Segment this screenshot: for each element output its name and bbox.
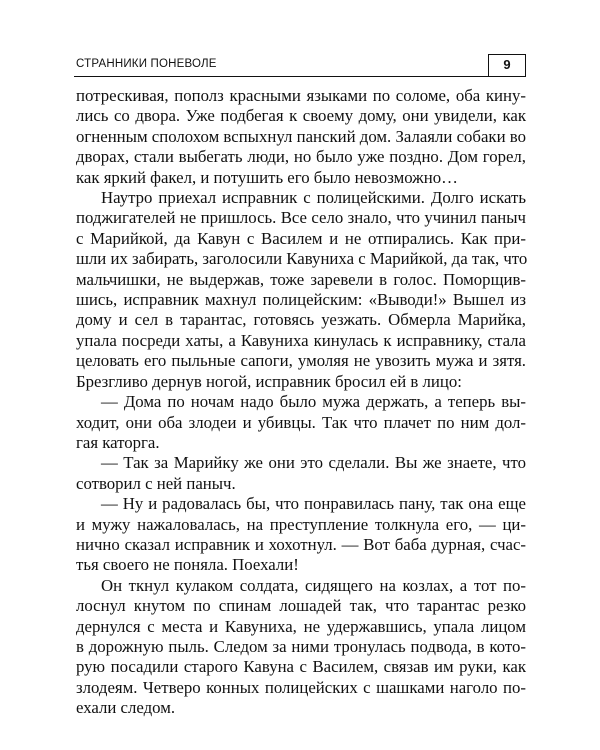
text-line: лоснул кнутом по спинам лошадей так, что тарантас резко	[76, 596, 526, 616]
text-line: ехали следом.	[76, 698, 176, 718]
text-line: Он ткнул кулаком солдата, сидящего на козлах, а тот по-	[101, 575, 526, 595]
text-line: рую посадили старого Кавуна с Василем, связав им руки, как	[76, 657, 526, 677]
text-line: с Марийкой, да Кавун с Василем и не отпирались. Как при-	[76, 228, 526, 248]
paragraph	[76, 453, 526, 494]
text-line: ходит, они оба злодеи и убивцы. Так что плачет по ним дол-	[76, 412, 526, 432]
text-line: как яркий факел, и потушить его было невозможно…	[76, 167, 458, 187]
text-line: в дорожную пыль. Следом за ними тронулась подвода, в кото-	[76, 636, 526, 656]
text-line: Наутро приехал исправник с полицейскими. Долго искать	[101, 188, 526, 208]
page-number-box	[488, 54, 526, 76]
running-title: СТРАННИКИ ПОНЕВОЛЕ	[76, 58, 217, 70]
text-line: тья своего не поняла. Поехали!	[76, 555, 299, 575]
text-line: — Так за Марийку же они это сделали. Вы же знаете, что	[101, 453, 526, 473]
text-line: — Дома по ночам надо было мужа держать, а теперь вы-	[101, 392, 526, 412]
text-line: сотворил с ней паныч.	[76, 473, 236, 493]
text-line: дернулся с места и Кавуниха, не удержавшись, упала лицом	[76, 616, 526, 636]
paragraph	[76, 392, 526, 453]
text-line: дворах, стали выбегать люди, но было уже поздно. Дом горел,	[76, 147, 526, 167]
text-line: потрескивая, пополз красными языками по соломе, оба кину-	[76, 86, 526, 105]
text-line: нично сказал исправник и хохотнул. — Вот баба дурная, счас-	[76, 534, 526, 554]
text-line: поджигателей не пришлось. Все село знало, что учинил паныч	[76, 208, 526, 228]
text-line: мальчишки, не выдержав, тоже заревели в голос. Поморщив-	[76, 269, 526, 289]
text-line: огненным сполохом вспыхнул панский дом. Залаяли собаки во	[76, 126, 526, 146]
running-header	[74, 54, 526, 77]
paragraph	[76, 86, 526, 188]
text-line: злодеям. Четверо конных полицейских с шашками наголо по-	[76, 677, 526, 697]
text-line: и мужу нажаловалась, на преступление толкнула его, — ци-	[76, 514, 526, 534]
text-line: дому и сел в тарантас, готовясь уезжать. Обмерла Марийка,	[76, 310, 526, 330]
text-line: шись, исправник махнул полицейским: «Выводи!» Вышел из	[76, 290, 526, 310]
page-number: 9	[503, 57, 511, 72]
paragraph	[76, 188, 526, 392]
text-line: шли их забирать, заголосили Кавуниха с Марийкой, да так, что	[76, 249, 528, 269]
text-line: — Ну и радовалась бы, что понравилась пану, так она еще	[101, 494, 526, 514]
text-line: целовать его пыльные сапоги, умоляя не увозить мужа и зятя.	[76, 351, 526, 371]
body-text	[76, 86, 526, 719]
text-line: Брезгливо дернув ногой, исправник бросил ей в лицо:	[76, 371, 462, 391]
text-line: лись со двора. Уже подбегая к своему дому, они увидели, как	[76, 106, 526, 126]
paragraph	[76, 576, 526, 719]
paragraph	[76, 494, 526, 576]
text-line: гая каторга.	[76, 432, 160, 452]
text-line: упала посреди хаты, а Кавуниха кинулась к исправнику, стала	[76, 330, 526, 350]
